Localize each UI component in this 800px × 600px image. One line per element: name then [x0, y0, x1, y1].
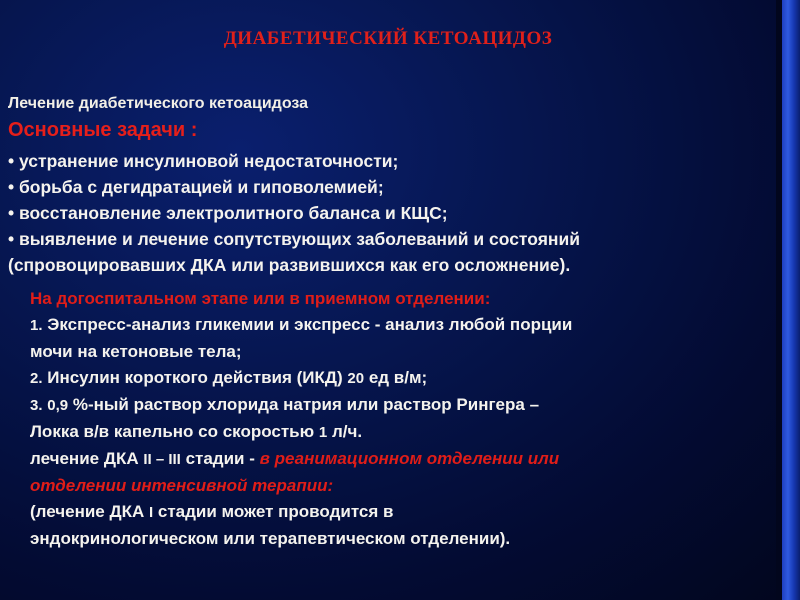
- step-2-text: Инсулин короткого действия (ИКД): [42, 368, 348, 387]
- stage-prefix: лечение ДКА: [30, 449, 144, 468]
- step-3-continuation: [30, 419, 770, 446]
- step-2-unit: ед в/м;: [364, 368, 428, 387]
- prehospital-header: На догоспитальном этапе или в приемном отделении:: [30, 289, 491, 308]
- task-item: • выявление и лечение сопутствующих заболеваний и состояний: [8, 229, 581, 249]
- step-3: [30, 392, 770, 419]
- slide-subtitle: Лечение диабетического кетоацидоза: [8, 95, 309, 112]
- tasks-heading: Основные задачи :: [8, 119, 198, 141]
- note-text: стадии может проводится в: [153, 502, 394, 521]
- step-3-rate: 1: [318, 424, 328, 441]
- slide-title: ДИАБЕТИЧЕСКИЙ КЕТОАЦИДОЗ: [223, 28, 553, 49]
- task-item: • восстановление электролитного баланса и КЩС;: [8, 203, 448, 223]
- stage-location: в реанимационном отделении или: [259, 449, 560, 468]
- prehospital-section: [30, 286, 770, 552]
- stage-location-continuation: отделении интенсивной терапии:: [30, 476, 334, 495]
- task-item: • устранение инсулиновой недостаточности;: [8, 151, 399, 171]
- stage-line: [30, 446, 770, 473]
- step-1: [30, 312, 770, 339]
- stage-mid: стадии -: [180, 449, 260, 468]
- stage-range: II – III: [143, 451, 181, 468]
- note-prefix: (лечение ДКА: [30, 502, 149, 521]
- right-edge-bar: [776, 0, 800, 600]
- step-2-number: 2.: [30, 370, 43, 387]
- step-3-concentration: 0,9: [47, 397, 69, 414]
- tasks-list: [8, 148, 768, 278]
- stage-note-continuation: эндокринологическом или терапевтическом отделении).: [30, 529, 511, 548]
- task-item-continuation: (спровоцировавших ДКА или развившихся как его осложнение).: [8, 255, 571, 275]
- step-3-rate-unit: л/ч.: [327, 422, 363, 441]
- step-2: [30, 365, 770, 392]
- step-2-dose: 20: [347, 370, 365, 387]
- step-3-text-cont: Локка в/в капельно со скоростью: [30, 422, 319, 441]
- step-1-text: Экспресс-анализ гликемии и экспресс - анализ любой порции: [42, 315, 573, 334]
- step-3-number: 3.: [30, 397, 43, 414]
- stage-note: [30, 499, 770, 526]
- step-1-number: 1.: [30, 317, 43, 334]
- note-stage: I: [148, 504, 154, 521]
- step-1-continuation: мочи на кетоновые тела;: [30, 342, 242, 361]
- step-3-text: %-ный раствор хлорида натрия или раствор Рингера –: [68, 395, 540, 414]
- task-item: • борьба с дегидратацией и гиповолемией;: [8, 177, 384, 197]
